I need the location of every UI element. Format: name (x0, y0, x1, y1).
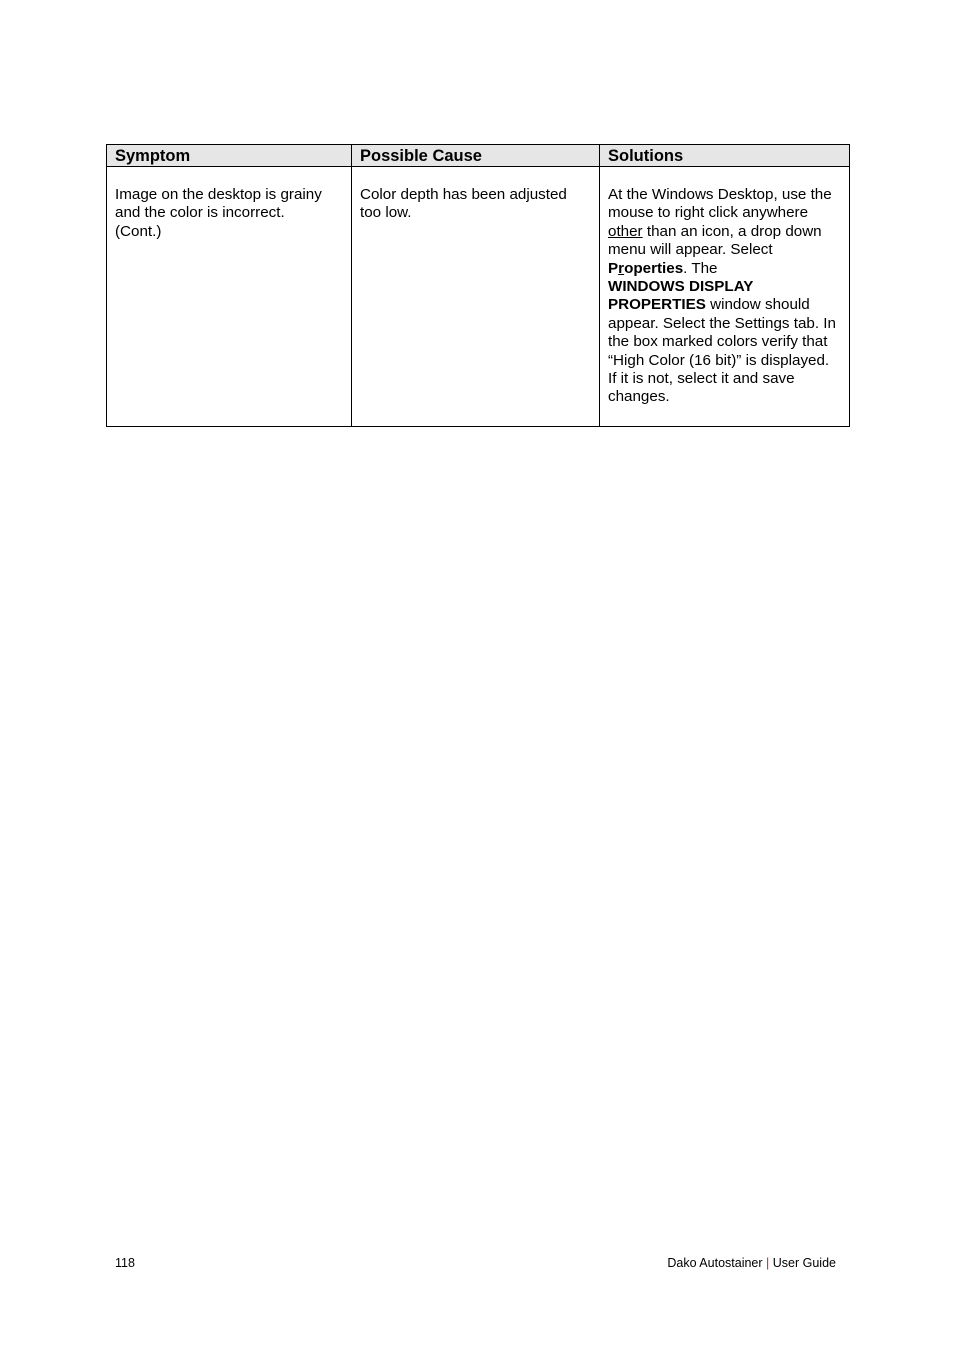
product-name: Dako Autostainer (667, 1256, 763, 1270)
properties-label: Properties (608, 259, 684, 277)
solution-text: At the Windows Desktop, use the mouse to right click anywhere (608, 186, 832, 222)
page-number: 118 (115, 1256, 135, 1270)
header-possible-cause: Possible Cause (352, 145, 600, 167)
symptom-line: (Cont.) (115, 222, 162, 240)
emphasis-other: other (608, 222, 643, 240)
table-header-row (107, 145, 850, 167)
symptom-line: Image on the desktop is grainy (115, 186, 322, 203)
solution-cell (600, 167, 850, 427)
cause-line: Color depth has been adjusted (360, 186, 567, 203)
cause-line: too low. (360, 204, 412, 222)
symptom-cell (107, 167, 352, 427)
footer-title (667, 1256, 836, 1271)
cause-cell (352, 167, 600, 427)
solution-text: than an icon, a drop down menu will appear. Select (608, 222, 822, 259)
window-name-line: WINDOWS DISPLAY (608, 278, 754, 296)
window-name-line: PROPERTIES (608, 296, 706, 314)
solution-text: . The (683, 259, 718, 277)
header-solutions: Solutions (600, 145, 850, 167)
footer-separator: | (766, 1256, 770, 1270)
table-row (107, 167, 850, 427)
solution-text: window should appear. Select the Settings tab. In the box marked colors verify that “High Color (16 bit)” is displayed. If it is not, select it and save changes. (608, 296, 836, 406)
document-type: User Guide (772, 1256, 836, 1270)
symptom-line: and the color is incorrect. (115, 204, 285, 222)
header-symptom: Symptom (107, 145, 352, 167)
troubleshooting-table (106, 144, 850, 427)
